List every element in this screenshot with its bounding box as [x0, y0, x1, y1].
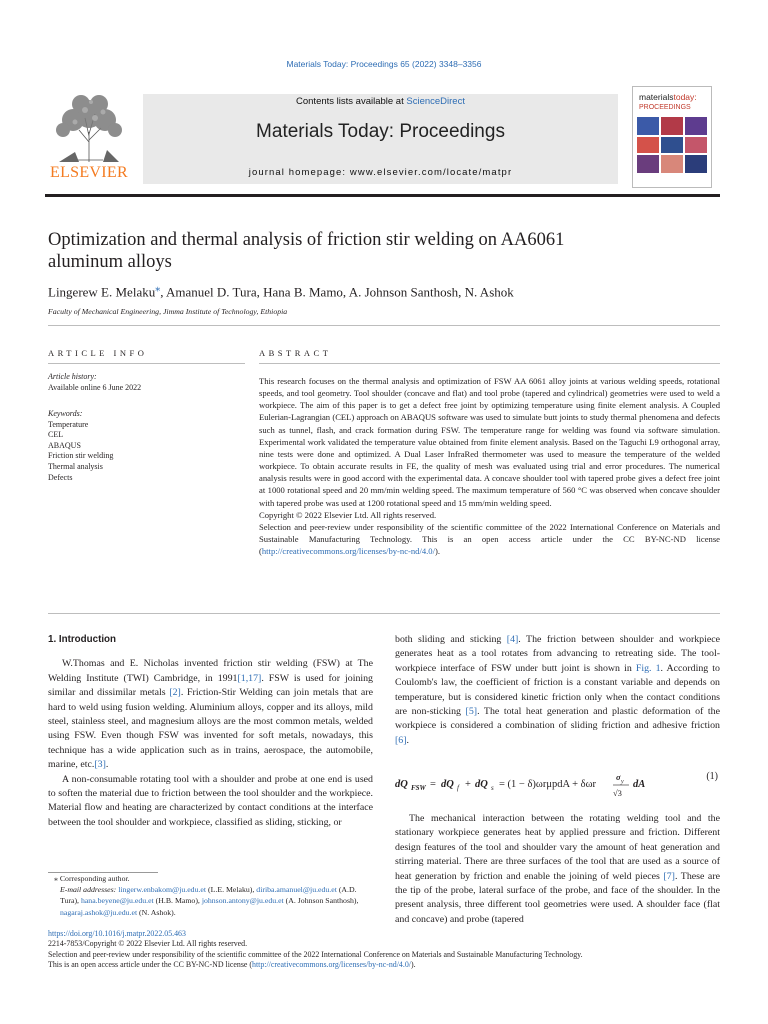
- intro-paragraph-1: [48, 657, 373, 772]
- keyword-item: Temperature: [48, 419, 89, 429]
- peer-review-note: Selection and peer-review under responsibility of the scientific committee of the 2022 International Conference on Materials and Sustainable Manufacturing Technology.: [48, 949, 583, 959]
- license-prefix: This is an open access article under the CC BY-NC-ND license (: [48, 960, 253, 970]
- email-link-mamo[interactable]: hana.beyene@ju.edu.et: [80, 896, 154, 906]
- p3-text-d: . The total heat generation and plastic deformation of the workpiece is considered a combination of sliding friction and adhesive friction: [395, 706, 720, 732]
- corresponding-author-note: ⁎ Corresponding author.: [54, 874, 130, 883]
- article-history: [48, 372, 248, 393]
- ref-5[interactable]: [5]: [465, 706, 478, 718]
- fig-1-link[interactable]: Fig. 1: [635, 662, 661, 674]
- p3-text-e: .: [406, 734, 409, 746]
- issn-copyright: 2214-7853/Copyright © 2022 Elsevier Ltd. All rights reserved.: [48, 939, 248, 949]
- svg-text:f: f: [457, 784, 459, 792]
- keywords-block: [48, 409, 248, 483]
- email-label: E-mail addresses:: [60, 885, 117, 895]
- intro-paragraph-4: [395, 812, 720, 927]
- other-authors: , Amanuel D. Tura, Hana B. Mamo, A. Johnson Santhosh, N. Ashok: [160, 284, 514, 300]
- email-name-1: (L.E. Melaku),: [206, 885, 257, 895]
- email-name-5: (N. Ashok).: [137, 907, 176, 917]
- ref-1-17[interactable]: [1,17]: [237, 672, 262, 684]
- ref-6[interactable]: [6]: [395, 734, 407, 746]
- history-label: Article history:: [48, 372, 97, 381]
- right-column: [395, 633, 720, 748]
- svg-text:dA: dA: [633, 779, 646, 790]
- keyword-item: ABAQUS: [48, 440, 81, 450]
- bottom-publication-info: [48, 929, 720, 971]
- intro-paragraph-2: A non-consumable rotating tool with a shoulder and probe at one end is used to soften the material due to friction between the tool shoulder and the workpiece. Material flow and heating are characterized by contact conditions at the interface between the tool shoulder and workpiece, classified as sliding, sticking, or: [48, 773, 373, 828]
- p1-text-d: .: [105, 759, 109, 771]
- abstract-body: This research focuses on the thermal analysis and optimization of FSW AA 6061 alloy joints at various welding speeds, rotational speeds, and tool geometry. Tool shoulder (concave and flat) and tool probe (tapered and cylindrical) geometries were used to weld a workpiece. The aim of this paper is to get a defect free joint by optimizing temperature using finite element analysis. A Coupled Eulerian-Lagrangian (CEL) approach on ABAQUS software was used to simulate butt joints to study thermal phenomena and defects such as tunnel, flash, and crack formation during FSW. The temperature range for welding was found via software simulation. Experimental work validated the temperature value obtained from finite element analysis. Based on the Taguchi L9 orthogonal array, nine tests were done and optimized. A Dual Laser InfraRed thermometer was used to measure the temperature of the welded workpiece. To obtain accurate results in FE, the quality of mesh was evaluated using trial and error procedures. The numerical analysis results were in good accord with the experimental data. A concave shoulder tool with tapered probe gives a defect free joint at 1000 rotational speed and 20 mm/min welding speed. The maximum temperature of 560 °C was observed when concave shoulder with tapered probe was used at 1200 rotational speed and 15 mm/min welding speed.: [259, 376, 720, 508]
- keyword-item: CEL: [48, 430, 64, 440]
- section-heading-introduction: 1. Introduction: [48, 634, 117, 645]
- email-name-2: (A.D. Tura),: [60, 885, 357, 906]
- email-link-ashok[interactable]: nagaraj.ashok@ju.edu.et: [60, 907, 138, 917]
- svg-text:s: s: [491, 784, 494, 792]
- abstract-text: [259, 375, 720, 557]
- svg-text:dQ: dQ: [395, 779, 408, 790]
- email-addresses: [48, 884, 373, 918]
- svg-text:+: +: [465, 779, 471, 790]
- first-author: Lingerew E. Melaku: [48, 284, 156, 300]
- p3-text-b: . The friction between shoulder and workpiece generates heat as a tool rotates from advancing to retreating side. The tool-workpiece interface of FSW under butt joint is shown in: [395, 634, 720, 674]
- email-link-tura[interactable]: diriba.amanuel@ju.edu.et: [256, 885, 337, 895]
- ref-7[interactable]: [7]: [663, 870, 675, 882]
- p1-text-c: . Friction-Stir Welding can join metals that are hard to weld using fusion welding. Aluminium alloys, copper and its alloys, mild steel, stainless steel, and magnesium alloys are the most common metals, welded using FSW. Even though FSW was invented for soft metals, nowadays, this technique has a wide application such as in trains, aerospace, the automobile, marine, etc.: [48, 687, 373, 771]
- contents-available: [143, 96, 618, 107]
- right-column-continued: [395, 812, 720, 927]
- cover-artwork: [637, 117, 707, 173]
- corresponding-author-mark[interactable]: ⁎: [155, 283, 161, 294]
- p3-text-c: . According to Coulomb's law, the coefficient of friction is a constant variable and depends on temperature, but is considered kinetic friction only when the contact conditions are non-sticking: [395, 662, 720, 718]
- keyword-item: Friction stir welding: [48, 451, 114, 461]
- intro-paragraph-3: [395, 633, 720, 748]
- p1-text-a: W.Thomas and E. Nicholas invented friction stir welding (FSW) at The Welding Institute (TWI) Cambridge, in 1991: [48, 658, 373, 684]
- svg-text:dQ: dQ: [441, 779, 454, 790]
- elsevier-wordmark: ELSEVIER: [50, 164, 128, 181]
- email-link-melaku[interactable]: lingerw.enbakom@ju.edu.et: [118, 885, 207, 895]
- header-divider: [45, 194, 720, 197]
- svg-text:FSW: FSW: [411, 784, 426, 792]
- doi-link[interactable]: https://doi.org/10.1016/j.matpr.2022.05.463: [48, 929, 186, 938]
- svg-text:y: y: [621, 779, 624, 785]
- abstract-review-end: ).: [434, 546, 440, 557]
- email-name-4: (A. Johnson Santhosh),: [283, 896, 359, 906]
- ref-2[interactable]: [2]: [169, 687, 181, 699]
- author-list: [48, 283, 708, 300]
- license-end: ).: [410, 960, 416, 970]
- keyword-item: Defects: [48, 472, 73, 482]
- journal-cover-image: [632, 86, 712, 188]
- svg-text:√3: √3: [613, 788, 622, 798]
- license-note: [48, 960, 720, 970]
- svg-text:dQ: dQ: [475, 779, 488, 790]
- abstract-divider: [259, 363, 720, 364]
- cover-title-a: materials: [639, 92, 674, 102]
- title-divider: [48, 325, 720, 326]
- svg-text:σ: σ: [616, 772, 621, 782]
- p4-text-a: The mechanical interaction between the rotating welding tool and the stationary workpiece generates heat by applied pressure and friction. Different design features of the tool and shoulder vary the amount of heat generation and stirring material. There are three surfaces of the tool that are used as a source of heat generation by friction and enable the joining of weld pieces: [395, 813, 720, 882]
- abstract-copyright: Copyright © 2022 Elsevier Ltd. All rights reserved.: [259, 509, 437, 520]
- email-link-santhosh[interactable]: johnson.antony@ju.edu.et: [201, 896, 284, 906]
- contents-prefix: Contents lists available at: [296, 96, 404, 107]
- cover-title-c: PROCEEDINGS: [639, 104, 691, 111]
- equation-1: [395, 765, 720, 801]
- history-value: Available online 6 June 2022: [48, 382, 142, 392]
- p3-text-a: both sliding and sticking: [395, 634, 507, 645]
- keyword-item: Thermal analysis: [48, 461, 103, 471]
- bottom-license-link[interactable]: http://creativecommons.org/licenses/by-nc-nd/4.0/: [252, 960, 411, 970]
- p1-text-b: . FSW is used for joining similar and dissimilar metals: [48, 672, 373, 699]
- abstract-review-text: Selection and peer-review under responsibility of the scientific committee of the 2022 International Conference on Materials and Sustainable Manufacturing Technology. This is an open access article under the CC BY-NC-ND license (: [259, 521, 720, 557]
- equation-1-formula: [395, 765, 720, 801]
- article-title-line2: aluminum alloys: [48, 252, 172, 272]
- svg-text:= (1 − δ)ωrμpdA + δωr: = (1 − δ)ωrμpdA + δωr: [499, 779, 596, 790]
- abstract-heading: ABSTRACT: [259, 348, 332, 358]
- left-column: [48, 633, 373, 830]
- article-title-line1: Optimization and thermal analysis of friction stir welding on AA6061: [48, 230, 565, 250]
- article-info-heading: ARTICLE INFO: [48, 348, 148, 358]
- p4-text-b: . These are the tip of the probe, lateral surface of the probe, and face of the shoulder. In the present analysis, three different tool geometries were used. A shoulder face (flat and concave) and probe (tapered: [395, 870, 720, 925]
- email-name-3: (H.B. Mamo),: [153, 896, 202, 906]
- ref-3[interactable]: [3]: [94, 759, 106, 771]
- abstract-review: [259, 521, 720, 557]
- svg-text:=: =: [430, 779, 436, 790]
- journal-title: Materials Today: Proceedings: [256, 121, 505, 142]
- abstract-license-link[interactable]: http://creativecommons.org/licenses/by-nc-nd/4.0/: [261, 546, 435, 557]
- ref-4[interactable]: [4]: [506, 634, 519, 645]
- journal-homepage[interactable]: journal homepage: www.elsevier.com/locate/matpr: [248, 167, 513, 178]
- journal-citation[interactable]: Materials Today: Proceedings 65 (2022) 3348–3356: [286, 59, 482, 69]
- footnote: [48, 873, 373, 918]
- keywords-label: Keywords:: [48, 409, 83, 418]
- abstract-bottom-divider: [48, 613, 720, 614]
- cover-title-b: today:: [673, 92, 697, 102]
- sciencedirect-link[interactable]: ScienceDirect: [406, 96, 465, 107]
- article-title: [48, 229, 708, 273]
- article-info-divider: [48, 363, 245, 364]
- affiliation: Faculty of Mechanical Engineering, Jimma Institute of Technology, Ethiopia: [48, 307, 288, 316]
- equation-number: (1): [706, 771, 718, 782]
